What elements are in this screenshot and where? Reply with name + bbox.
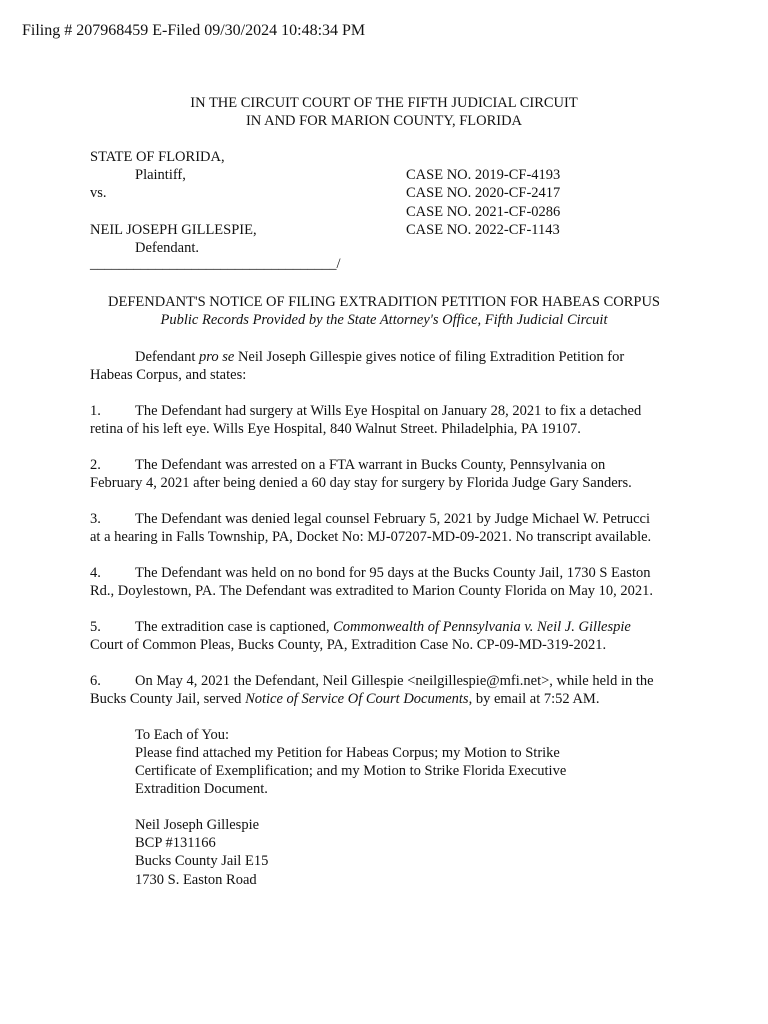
defendant-role: Defendant. <box>135 240 200 256</box>
document-subtitle <box>0 311 768 329</box>
paragraph-5-lead: The extradition case is captioned, <box>135 619 334 635</box>
paragraph-3-line-1 <box>90 510 650 528</box>
letter-line-1: Please find attached my Petition for Habeas Corpus; my Motion to Strike <box>135 745 560 761</box>
intro-line-2: Habeas Corpus, and states: <box>90 367 247 383</box>
intro-rest-1: Neil Joseph Gillespie gives notice of filing Extradition Petition for <box>234 349 625 365</box>
paragraph-4-line-2: Rd., Doylestown, PA. The Defendant was extradited to Marion County Florida on May 10, 2021. <box>90 583 654 599</box>
paragraph-6-number: 6. <box>90 673 101 689</box>
paragraph-3-text-1: The Defendant was denied legal counsel February 5, 2021 by Judge Michael W. Petrucci <box>135 511 651 527</box>
paragraph-4-text-1: The Defendant was held on no bond for 95 days at the Bucks County Jail, 1730 S Easton <box>135 565 651 581</box>
signature-inmate-number: BCP #131166 <box>135 835 216 851</box>
paragraph-4-number: 4. <box>90 565 101 581</box>
court-name-line-1: IN THE CIRCUIT COURT OF THE FIFTH JUDICIAL CIRCUIT <box>190 95 578 111</box>
paragraph-1-line-1 <box>90 402 641 420</box>
case-number-2: CASE NO. 2020-CF-2417 <box>406 185 561 201</box>
paragraph-1-line-2: retina of his left eye. Wills Eye Hospital, 840 Walnut Street. Philadelphia, PA 19107. <box>90 421 581 437</box>
defendant-name: NEIL JOSEPH GILLESPIE, <box>90 222 257 238</box>
intro-line-1 <box>135 348 624 366</box>
paragraph-3-line-2: at a hearing in Falls Township, PA, Docket No: MJ-07207-MD-09-2021. No transcript available. <box>90 529 652 545</box>
paragraph-2-text-1: The Defendant was arrested on a FTA warrant in Bucks County, Pennsylvania on <box>135 457 606 473</box>
document-subtitle-text: Public Records Provided by the State Attorney's Office, Fifth Judicial Circuit <box>160 312 608 328</box>
paragraph-6-tail: , by email at 7:52 AM. <box>468 691 600 707</box>
paragraph-1-text-1: The Defendant had surgery at Wills Eye Hospital on January 28, 2021 to fix a detached <box>135 403 642 419</box>
court-name-line-2: IN AND FOR MARION COUNTY, FLORIDA <box>245 113 523 129</box>
paragraph-4-line-1 <box>90 564 650 582</box>
caption-rule: __________________________________/ <box>90 256 341 272</box>
intro-pro-se: pro se <box>199 349 235 365</box>
paragraph-2-line-2: February 4, 2021 after being denied a 60 day stay for surgery by Florida Judge Gary Sanders. <box>90 475 632 491</box>
intro-lead: Defendant <box>135 349 200 365</box>
letter-line-3: Extradition Document. <box>135 781 268 797</box>
paragraph-6-lead: Bucks County Jail, served <box>90 691 246 707</box>
paragraph-3-number: 3. <box>90 511 101 527</box>
paragraph-5-line-2: Court of Common Pleas, Bucks County, PA, Extradition Case No. CP-09-MD-319-2021. <box>90 637 607 653</box>
signature-facility: Bucks County Jail E15 <box>135 853 269 869</box>
paragraph-5-number: 5. <box>90 619 101 635</box>
filing-header: Filing # 207968459 E-Filed 09/30/2024 10:48:34 PM <box>22 22 366 39</box>
signature-address: 1730 S. Easton Road <box>135 872 257 888</box>
paragraph-6-text-1: On May 4, 2021 the Defendant, Neil Gillespie <neilgillespie@mfi.net>, while held in the <box>135 673 654 689</box>
paragraph-1-number: 1. <box>90 403 101 419</box>
versus-label: vs. <box>90 185 107 201</box>
paragraph-2-line-1 <box>90 456 605 474</box>
case-number-4: CASE NO. 2022-CF-1143 <box>406 222 560 238</box>
letter-salutation: To Each of You: <box>135 727 230 743</box>
paragraph-6-line-1 <box>90 672 654 690</box>
paragraph-5-line-1 <box>90 618 631 636</box>
case-number-1: CASE NO. 2019-CF-4193 <box>406 167 561 183</box>
case-number-3: CASE NO. 2021-CF-0286 <box>406 204 561 220</box>
document-title: DEFENDANT'S NOTICE OF FILING EXTRADITION PETITION FOR HABEAS CORPUS <box>107 294 660 310</box>
paragraph-2-number: 2. <box>90 457 101 473</box>
paragraph-6-line-2 <box>90 690 599 708</box>
letter-line-2: Certificate of Exemplification; and my Motion to Strike Florida Executive <box>135 763 567 779</box>
plaintiff-role: Plaintiff, <box>135 167 186 183</box>
plaintiff-name: STATE OF FLORIDA, <box>90 149 225 165</box>
paragraph-6-notice-title: Notice of Service Of Court Documents <box>245 691 469 707</box>
signature-name: Neil Joseph Gillespie <box>135 817 260 833</box>
paragraph-5-case-caption: Commonwealth of Pennsylvania v. Neil J. Gillespie <box>333 619 631 635</box>
